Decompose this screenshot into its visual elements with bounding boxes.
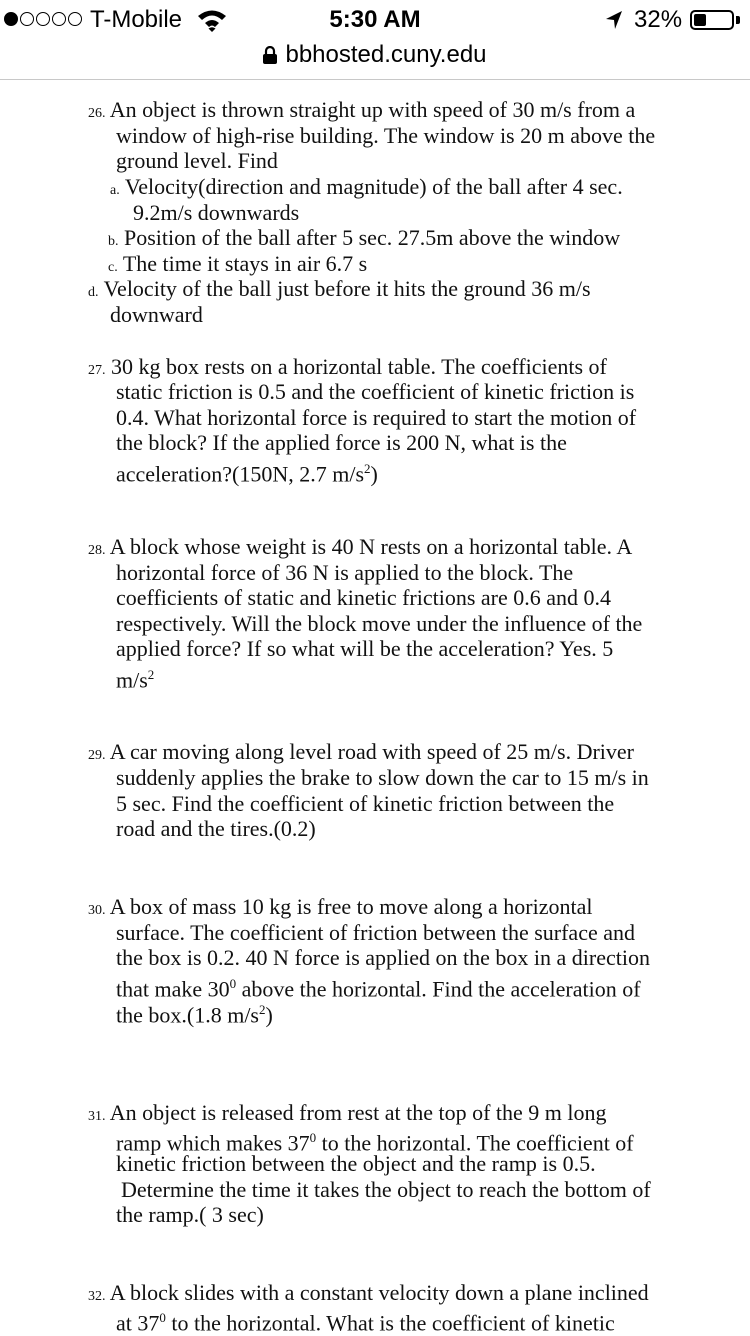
carrier-name: T-Mobile: [90, 6, 183, 33]
document-page: 26. An object is thrown straight up with speed of 30 m/s from a window of high-rise building. The window is 20 m above the ground level. Find a. Velocity(direction and magnitude) of the ball after 4 sec. 9.2m/s downwards b. Position of the ball after 5 sec. 27.5m above the window c. The time it stays in air 6.7 s d. Velocity of the ball just before it hits the ground 36 m/s downward 27. 30 kg box rests on a horizontal table. The coefficients of static friction is 0.5 and the coefficient of kinetic friction is 0.4. What horizontal force is required to start the motion of the block? If the applied force is 200 N, what is the acceleration?(150N, 2.7 $m/s^2$) 28. A block whose weight is 40 N rests on a horizontal table. A horizontal force of 36 N is applied to the block. The coefficients of static and kinetic frictions are 0.6 and 0.4 respectively. Will the block move under the influence of the applied force? If so what will be the acceleration? Yes. 5 $m/s^2$ 29. A car moving along level road with speed of 25 m/s. Driver suddenly applies the brake to slow down the car to 15 m/s in 5 sec. Find the coefficient of kinetic friction between the road and the tires.(0.2) 30. A box of mass 10 kg is free to move along a horizontal surface. The coefficient of friction between the surface and the box is 0.2. 40 N force is applied on the box in a direction that make $30^0$ above the horizontal. Find the acceleration of the box.(1.8 $m/s^2$) 31. An object is released from rest at the top of the 9 m long ramp which makes $37^0$ to the horizontal. The coefficient of kinetic friction between the object and the ramp is 0.5. Determine the time it takes the object to reach the bottom of the ramp.( 3 sec) 32. A block slides with a constant velocity down a plane inclined at $37^0$ to the horizontal. What is the coefficient of kinetic: [88, 97, 656, 1336]
battery-tip: [736, 16, 740, 24]
sub-question-c: c. The time it stays in air 6.7 s: [108, 251, 368, 276]
url-text[interactable]: bbhosted.cuny.edu: [285, 41, 487, 68]
question-number: 27.: [88, 363, 106, 378]
sub-question-b: b. Position of the ball after 5 sec. 27.5m above the window: [108, 225, 621, 250]
question-number: 30.: [88, 903, 106, 918]
status-bar: [0, 0, 750, 40]
sub-question-a: a. Velocity(direction and magnitude) of the ball after 4 sec.: [110, 174, 623, 199]
question-number: 26.: [88, 106, 106, 121]
location-arrow-icon: [604, 9, 624, 31]
lock-icon: [263, 46, 277, 64]
answer-a: 9.2m/s downwards: [133, 200, 300, 225]
question-number: 28.: [88, 543, 106, 558]
question-number: 32.: [88, 1289, 106, 1304]
sub-question-d: d. Velocity of the ball just before it hits the ground 36 m/s: [88, 276, 591, 301]
question-number: 29.: [88, 748, 106, 763]
battery-percent: 32%: [634, 6, 683, 33]
battery-icon: [690, 10, 734, 30]
question-number: 31.: [88, 1109, 106, 1124]
clock: 5:30 AM: [329, 6, 421, 33]
address-bar[interactable]: [0, 40, 750, 78]
